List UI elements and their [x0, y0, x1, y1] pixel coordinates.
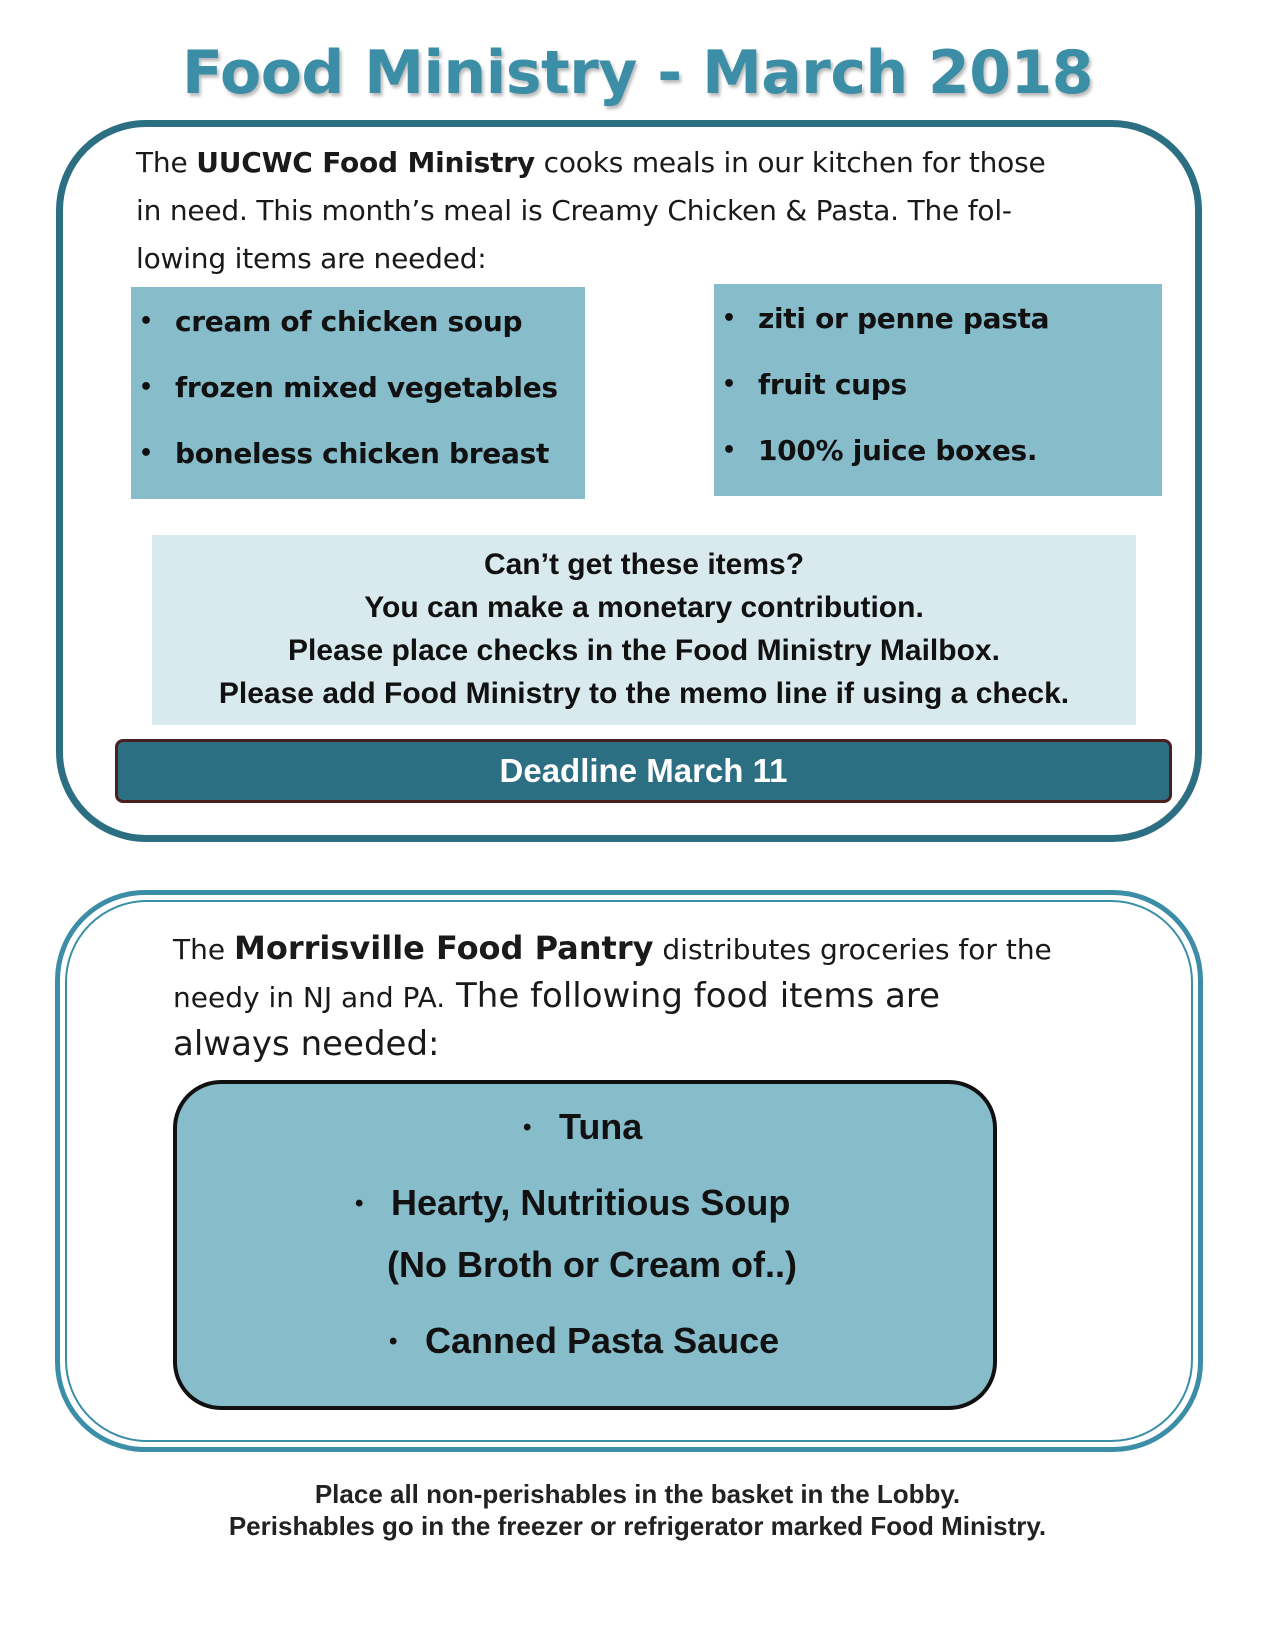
- deadline-banner: Deadline March 11: [115, 739, 1172, 803]
- monetary-contribution-note: Can’t get these items? You can make a monetary contribution. Please place checks in the Food Ministry Mailbox. Please add Food Ministry to the memo line if using a check.: [152, 535, 1136, 725]
- list-item: Hearty, Nutritious Soup: [391, 1182, 791, 1223]
- food-ministry-intro: The UUCWC Food Ministry cooks meals in our kitchen for those in need. This month’s meal is Creamy Chicken & Pasta. The fol- lowing items are needed:: [136, 146, 1046, 275]
- list-item: Tuna: [559, 1106, 643, 1147]
- bullet-icon: •: [389, 1328, 398, 1355]
- page-title: Food Ministry - March 2018: [181, 38, 1094, 108]
- bullet-icon: •: [355, 1190, 364, 1217]
- ministry-name: UUCWC Food Ministry: [196, 146, 535, 179]
- list-item: • frozen mixed vegetables: [131, 365, 585, 431]
- list-item: • boneless chicken breast: [131, 431, 585, 497]
- pantry-items-box: [173, 1080, 997, 1410]
- food-pantry-panel: [55, 890, 1203, 1452]
- list-item-note: (No Broth or Cream of..): [387, 1244, 797, 1285]
- list-item: • ziti or penne pasta: [714, 296, 1162, 362]
- footer-note: Place all non-perishables in the basket in the Lobby. Perishables go in the freezer or refrigerator marked Food Ministry.: [228, 1479, 1047, 1541]
- pantry-name: Morrisville Food Pantry: [233, 929, 654, 967]
- list-item: • fruit cups: [714, 362, 1162, 428]
- list-item: Canned Pasta Sauce: [425, 1320, 780, 1361]
- list-item: • 100% juice boxes.: [714, 428, 1162, 494]
- needed-items-left: [131, 287, 585, 499]
- list-item: • cream of chicken soup: [131, 299, 585, 365]
- needed-items-right: [714, 284, 1162, 496]
- food-ministry-panel: [56, 120, 1202, 842]
- bullet-icon: •: [523, 1114, 532, 1141]
- food-pantry-intro: The Morrisville Food Pantry distributes groceries for the needy in NJ and PA. The following food items are always needed:: [173, 929, 1052, 1064]
